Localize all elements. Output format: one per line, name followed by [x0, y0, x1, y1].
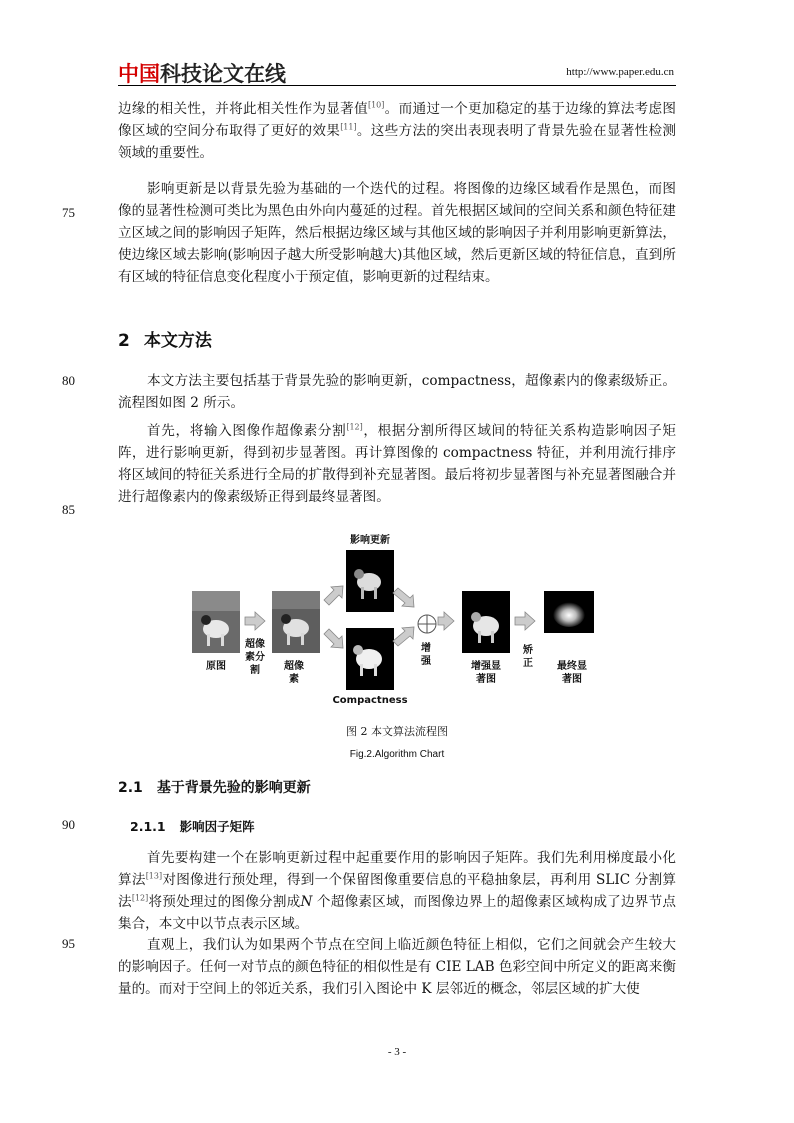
figure-caption-cn: 图 2 本文算法流程图 — [346, 725, 448, 738]
header-url: http://www.paper.edu.cn — [566, 66, 674, 78]
section-2-1-1-heading — [130, 817, 255, 835]
section-2-1-title: 基于背景先验的影响更新 — [156, 780, 311, 796]
section-2-1-number: 2.1 — [118, 780, 143, 796]
para5-text-c: 将预处理过的图像分割成 — [148, 894, 301, 910]
label-influence-update: 影响更新 — [350, 535, 390, 546]
para1-text-c: 。这些方法的突出表现表明了背景先验在显著性检测领域的重要性。 — [118, 123, 676, 161]
paragraph-6: 直观上，我们认为如果两个节点在空间上临近颜色特征上相似，它们之间就会产生较大的影响因子。任何一对节点的颜色特征的相似性是有 CIE LAB 色彩空间中所定义的距离来衡量的。而对于空间上的邻近关系，我们引入图论中 K 层邻近的概念，邻层区域的扩大使 — [118, 937, 676, 997]
para5-text-d: 个超像素区域，而图像边界上的超像素区域构成了边界节点集合，本文中以节点表示区域。 — [118, 894, 677, 932]
para4-text-a: 首先，将输入图像作超像素分割 — [147, 423, 347, 439]
para5-text-b: 对图像进行预处理，得到一个保留图像重要信息的平稳抽象层，再利用 SLIC 分割算法 — [118, 872, 677, 910]
arrow-icon — [515, 612, 535, 630]
page-number: - 3 - — [387, 1046, 407, 1058]
label-original: 原图 — [206, 661, 226, 672]
line-number-90: 90 — [62, 817, 75, 832]
section-2-number: 2 — [118, 331, 130, 351]
citation-10: [10] — [367, 100, 385, 110]
section-2-heading — [118, 326, 212, 351]
compactness-map-thumb — [346, 628, 394, 690]
superpixel-image-thumb — [272, 591, 320, 653]
logo-dark-text: 科技论文在线 — [160, 62, 286, 86]
section-2-title: 本文方法 — [143, 331, 212, 351]
para1-text-a: 边缘的相关性，并将此相关性作为显著值 — [118, 101, 368, 117]
para4-text-b: ，根据分割所得区域间的特征关系构造影响因子矩阵，进行影响更新，得到初步显著图。再计算图像的 compactness 特征，并利用流行排序将区域间的特征关系进行全局的扩散得到补充显著图。最后将初步显著图与补充显著图融合并进行超像素内的像素级矫正得到最终显著图。 — [118, 423, 677, 505]
flowchart-graphics — [188, 534, 608, 714]
section-2-1-1-title: 影响因子矩阵 — [179, 819, 255, 834]
arrow-up-icon — [324, 586, 343, 605]
arrow-down-icon — [324, 629, 343, 648]
citation-11: [11] — [340, 122, 357, 132]
label-enhance: 增 强 — [421, 643, 431, 667]
plus-circle-icon — [418, 615, 436, 633]
line-number-85: 85 — [62, 502, 75, 517]
final-map-thumb — [544, 591, 594, 633]
arrow-merge-icon — [393, 588, 414, 607]
arrow-icon — [438, 612, 454, 630]
label-superpixel-segmentation: 超像 素分 割 — [245, 639, 265, 676]
line-number-80: 80 — [62, 373, 75, 388]
label-compactness: Compactness — [332, 695, 408, 706]
enhanced-map-thumb — [462, 591, 510, 653]
original-image-thumb — [192, 591, 240, 653]
citation-13: [13] — [145, 871, 163, 881]
line-number-75: 75 — [62, 205, 75, 220]
influence-update-map-thumb — [346, 550, 394, 612]
paragraph-5 — [118, 847, 676, 935]
section-2-1-heading — [118, 777, 311, 797]
variable-n: N — [300, 894, 313, 910]
paragraph-4 — [118, 420, 676, 508]
label-superpixel: 超像 素 — [284, 661, 304, 685]
algorithm-flowchart — [188, 534, 608, 714]
paragraph-1 — [118, 98, 676, 164]
section-2-1-1-number: 2.1.1 — [130, 819, 166, 834]
paragraph-2: 影响更新是以背景先验为基础的一个迭代的过程。将图像的边缘区域看作是黑色，而图像的显著性检测可类比为黑色由外向内蔓延的过程。首先根据区域间的空间关系和颜色特征建立区域之间的影响因子矩阵，然后根据边缘区域与其他区域的影响因子并利用影响更新算法，使边缘区域去影响(影响因子越大所受影响越大)其他区域，然后更新区域的特征信息，直到所有区域的特征信息变化程度小于预定值，影响更新的过程结束。 — [118, 181, 676, 285]
arrow-icon — [245, 612, 265, 630]
figure-caption-en: Fig.2.Algorithm Chart — [349, 749, 445, 760]
label-final-saliency-map: 最终显 著图 — [557, 661, 587, 685]
logo-red-text: 中国 — [118, 62, 160, 86]
para5-text-a: 首先要构建一个在影响更新过程中起重要作用的影响因子矩阵。我们先利用梯度最小化算法 — [118, 850, 676, 888]
para1-text-b: 。而通过一个更加稳定的基于边缘的算法考虑图像区域的空间分布取得了更好的效果 — [118, 101, 677, 139]
site-logo — [118, 58, 286, 88]
paragraph-3: 本文方法主要包括基于背景先验的影响更新，compactness，超像素内的像素级矫正。流程图如图 2 所示。 — [118, 373, 676, 411]
citation-12: [12] — [346, 422, 363, 432]
citation-12b: [12] — [131, 893, 149, 903]
label-enhanced-saliency-map: 增强显 著图 — [471, 661, 501, 685]
line-number-95: 95 — [62, 936, 75, 951]
arrow-merge-icon — [393, 627, 414, 646]
label-correct: 矫 正 — [523, 645, 533, 669]
header-rule — [118, 85, 676, 86]
